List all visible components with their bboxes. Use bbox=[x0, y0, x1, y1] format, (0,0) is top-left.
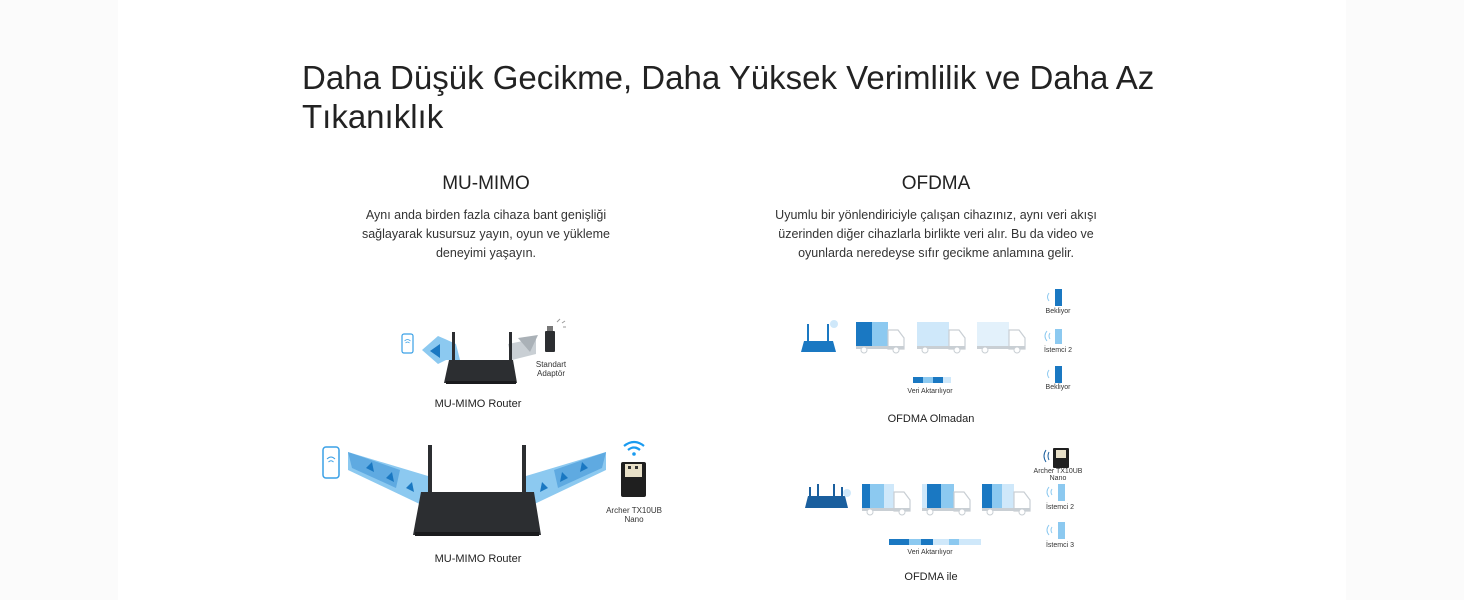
truck-icon bbox=[862, 484, 910, 515]
mumimo-heading: MU-MIMO bbox=[442, 173, 530, 194]
mumimo-description: Aynı anda birden fazla cihaza bant genişliği sağlayarak kusursuz yayın, oyun ve yükleme deneyimi yaşayın. bbox=[361, 208, 611, 260]
truck-icon bbox=[982, 484, 1030, 515]
ofdma-without-data-label: Veri Aktarılıyor bbox=[907, 388, 953, 395]
ofdma-heading: OFDMA bbox=[901, 173, 971, 194]
ofdma-description: Uyumlu bir yönlendiriciyle çalışan cihazınız, aynı veri akışı üzerinden diğer cihazlarla birlikte veri alır. Bu da video ve oyunlarda neredeyse sıfır gecikme anlamına gelir. bbox=[775, 208, 1097, 260]
ofdma-without-caption: OFDMA Olmadan bbox=[887, 413, 975, 425]
client-3-label: Bekliyor bbox=[1045, 384, 1071, 391]
standard-adapter-label: Standart Adaptör bbox=[535, 360, 567, 378]
mumimo-router-caption-1: MU-MIMO Router bbox=[434, 398, 522, 410]
client-2-label: İstemci 2 bbox=[1045, 504, 1074, 511]
client-device-icon bbox=[1047, 522, 1065, 539]
data-stream-bar bbox=[889, 539, 981, 545]
client-3-label: İstemci 3 bbox=[1045, 542, 1074, 549]
nano-adapter-label: Archer TX10UB Nano bbox=[606, 506, 662, 524]
truck-icon bbox=[922, 484, 970, 515]
page-title: Daha Düşük Gecikme, Daha Yüksek Verimlilik ve Daha Az Tıkanıklık bbox=[302, 59, 1155, 135]
mumimo-router-caption-2: MU-MIMO Router bbox=[434, 553, 522, 565]
ofdma-with-data-label: Veri Aktarılıyor bbox=[907, 549, 953, 556]
client-1-label: Bekliyor bbox=[1045, 308, 1071, 315]
ofdma-with-caption: OFDMA ile bbox=[904, 571, 958, 583]
client-device-icon bbox=[1047, 484, 1065, 501]
nano-adapter-icon bbox=[1044, 448, 1069, 468]
nano-client-label: Archer TX10UB Nano bbox=[1033, 468, 1083, 482]
client-2-label: İstemci 2 bbox=[1043, 347, 1072, 354]
router-icon-blue bbox=[805, 484, 851, 508]
